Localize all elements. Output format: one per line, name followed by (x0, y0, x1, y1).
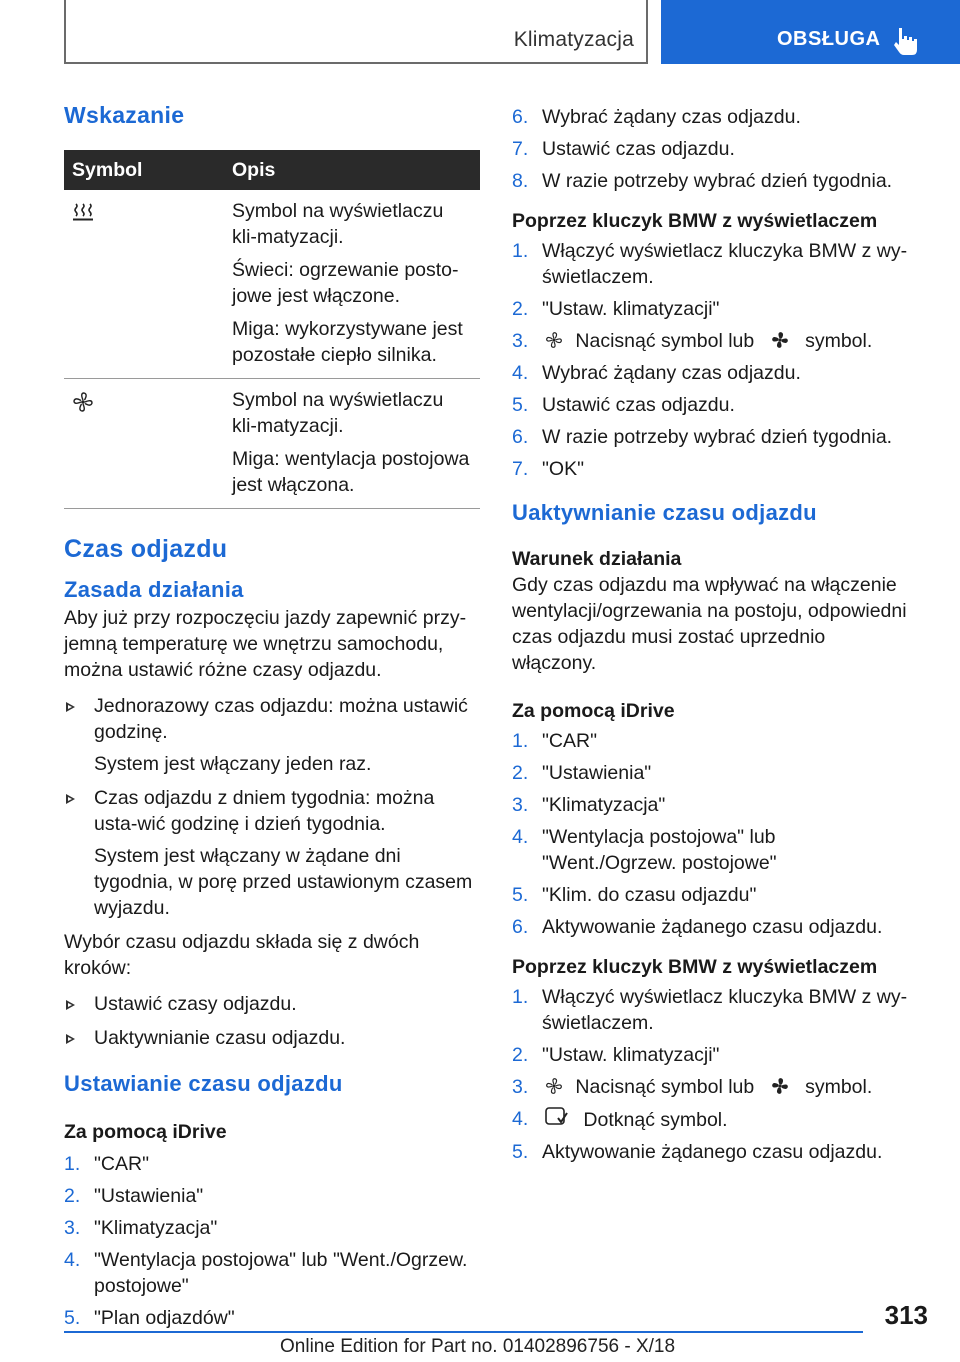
step-number: 3. (64, 1217, 81, 1239)
step-text: symbol. (805, 330, 873, 352)
warunek-subheading: Warunek działania (512, 548, 682, 570)
step-text: Dotknąć symbol. (583, 1109, 728, 1131)
left-column (64, 100, 480, 1337)
key-subheading: Poprzez kluczyk BMW z wyświetlaczem (512, 210, 878, 232)
list-item (64, 1025, 480, 1051)
step-number: 4. (512, 826, 529, 848)
step-number: 2. (512, 298, 529, 320)
step-text: Wybrać żądany czas odjazdu. (542, 362, 801, 384)
list-item (64, 991, 480, 1017)
table-header-opis: Opis (224, 150, 480, 190)
step-number: 8. (512, 170, 529, 192)
list-item (512, 104, 912, 130)
header-chapter-tab[interactable] (661, 0, 960, 64)
list-item (64, 1215, 480, 1241)
ustawianie-heading: Ustawianie czasu odjazdu (64, 1071, 343, 1096)
list-item-subtext: System jest włączany w żądane dni tygodnia, w porę przed ustawionym czasem wyjazdu. (94, 845, 473, 919)
step-text: Włączyć wyświetlacz kluczyka BMW z wy-świetlaczem. (542, 240, 908, 288)
fan-icon (544, 1077, 564, 1095)
list-item (512, 456, 912, 482)
step-text: symbol. (805, 1076, 873, 1098)
triangle-bullet-icon (66, 794, 75, 804)
time-type-list (64, 693, 480, 921)
step-number: 6. (512, 916, 529, 938)
triangle-bullet-icon (66, 1034, 75, 1044)
step-text: Ustawić czas odjazdu. (542, 394, 735, 416)
step-text: "Klim. do czasu odjazdu" (542, 884, 757, 906)
step-text: "Wentylacja postojowa" lub "Went./Ogrzew. postojowe" (542, 826, 777, 874)
step-text: "Klimatyzacja" (542, 794, 666, 816)
idrive-steps-list (64, 1151, 480, 1331)
wybor-paragraph: Wybór czasu odjazdu składa się z dwóch kroków: (64, 931, 420, 979)
step-text: W razie potrzeby wybrać dzień tygodnia. (542, 426, 893, 448)
list-item (512, 424, 912, 450)
key-steps-list (512, 238, 912, 482)
step-text: "Ustaw. klimatyzacji" (542, 298, 720, 320)
step-text: "Ustaw. klimatyzacji" (542, 1044, 720, 1066)
table-header-symbol: Symbol (64, 150, 224, 190)
fan-heat-icon (770, 1077, 790, 1095)
page-number: 313 (884, 1300, 928, 1330)
idrive-subheading: Za pomocą iDrive (64, 1121, 227, 1143)
step-text: Nacisnąć symbol lub (575, 1076, 755, 1098)
step-number: 5. (512, 394, 529, 416)
list-item (512, 296, 912, 322)
footer-edition-text: Online Edition for Part no. 01402896756 - X/18 (280, 1336, 676, 1357)
triangle-bullet-icon (66, 702, 75, 712)
list-item-subtext: System jest włączany jeden raz. (94, 753, 372, 775)
key-steps-list (512, 984, 912, 1165)
list-item (512, 914, 912, 940)
step-number: 3. (512, 1076, 529, 1098)
list-item (64, 785, 480, 921)
step-number: 1. (512, 986, 529, 1008)
step-text: Włączyć wyświetlacz kluczyka BMW z wy-świetlaczem. (542, 986, 908, 1034)
list-item (512, 1042, 912, 1068)
zasada-paragraph: Aby już przy rozpoczęciu jazdy zapewnić przy-jemną temperaturę we wnętrzu samochodu, można ustawić różne czasy odjazdu. (64, 607, 467, 681)
list-item (512, 360, 912, 386)
wskazanie-heading: Wskazanie (64, 102, 185, 128)
step-text: "Ustawienia" (94, 1185, 204, 1207)
step-number: 5. (512, 1141, 529, 1163)
table-cell-text: Świeci: ogrzewanie posto-jowe jest włączone. (232, 259, 459, 307)
table-cell-text: Symbol na wyświetlaczu kli-matyzacji. (232, 389, 444, 437)
continued-steps-list (512, 104, 912, 194)
table-cell-text: Miga: wykorzystywane jest pozostałe ciepło silnika. (232, 318, 463, 366)
list-item (512, 392, 912, 418)
step-number: 2. (512, 762, 529, 784)
two-steps-list (64, 991, 480, 1051)
header-section-box (64, 0, 648, 64)
table-row (64, 190, 480, 379)
triangle-bullet-icon (66, 1000, 75, 1010)
list-item-text: Uaktywnianie czasu odjazdu. (94, 1027, 346, 1049)
list-item-text: Jednorazowy czas odjazdu: można ustawić godzinę. (94, 695, 468, 743)
idrive-steps-list (512, 728, 912, 940)
list-item (512, 882, 912, 908)
warunek-paragraph: Gdy czas odjazdu ma wpływać na włączenie wentylacji/ogrzewania na postoju, odpowiedni czas odjazdu musi zostać uprzednio włączony. (512, 574, 907, 674)
uaktywnianie-heading: Uaktywnianie czasu odjazdu (512, 500, 817, 525)
table-cell-text: Miga: wentylacja postojowa jest włączona. (232, 448, 470, 496)
header-chapter-label: OBSŁUGA (777, 28, 881, 50)
step-number: 2. (64, 1185, 81, 1207)
step-number: 5. (512, 884, 529, 906)
step-number: 4. (512, 1108, 529, 1130)
step-text: Nacisnąć symbol lub (575, 330, 755, 352)
footer-divider (64, 1331, 863, 1333)
czas-odjazdu-heading: Czas odjazdu (64, 535, 228, 563)
table-row (64, 379, 480, 509)
step-text: "Ustawienia" (542, 762, 652, 784)
step-number: 4. (512, 362, 529, 384)
step-number: 1. (64, 1153, 81, 1175)
list-item-text: Ustawić czasy odjazdu. (94, 993, 297, 1015)
fan-icon (72, 391, 94, 413)
step-number: 2. (512, 1044, 529, 1066)
step-number: 1. (512, 240, 529, 262)
touch-checkmark-icon (544, 1106, 568, 1128)
step-text: Aktywowanie żądanego czasu odjazdu. (542, 916, 883, 938)
step-text: "Klimatyzacja" (94, 1217, 218, 1239)
step-number: 7. (512, 458, 529, 480)
right-column (512, 100, 912, 1171)
list-item (64, 1247, 480, 1299)
fan-icon (544, 331, 564, 349)
step-text: Aktywowanie żądanego czasu odjazdu. (542, 1141, 883, 1163)
list-item (512, 238, 912, 290)
table-cell-text: Symbol na wyświetlaczu kli-matyzacji. (232, 200, 444, 248)
step-text: "OK" (542, 458, 585, 480)
step-text: Wybrać żądany czas odjazdu. (542, 106, 801, 128)
list-item (512, 328, 912, 354)
step-text: "Plan odjazdów" (94, 1307, 235, 1329)
zasada-dzialania-heading: Zasada działania (64, 577, 244, 602)
residual-heat-icon (72, 202, 94, 222)
key-subheading: Poprzez kluczyk BMW z wyświetlaczem (512, 956, 878, 978)
idrive-subheading: Za pomocą iDrive (512, 700, 675, 722)
step-text: "CAR" (94, 1153, 150, 1175)
list-item (64, 693, 480, 777)
header-section-title: Klimatyzacja (513, 28, 634, 51)
list-item (64, 1151, 480, 1177)
step-text: W razie potrzeby wybrać dzień tygodnia. (542, 170, 893, 192)
list-item (512, 984, 912, 1036)
step-text: "Wentylacja postojowa" lub "Went./Ogrzew. postojowe" (94, 1249, 468, 1297)
step-number: 7. (512, 138, 529, 160)
list-item (512, 136, 912, 162)
list-item (512, 760, 912, 786)
list-item (512, 168, 912, 194)
step-number: 3. (512, 794, 529, 816)
step-number: 5. (64, 1307, 81, 1329)
list-item (64, 1183, 480, 1209)
step-text: Ustawić czas odjazdu. (542, 138, 735, 160)
step-text: "CAR" (542, 730, 598, 752)
list-item (512, 824, 912, 876)
fan-heat-icon (770, 331, 790, 349)
step-number: 1. (512, 730, 529, 752)
step-number: 6. (512, 426, 529, 448)
hand-pointer-icon (893, 26, 919, 56)
list-item (512, 1074, 912, 1100)
list-item (512, 1106, 912, 1133)
step-number: 6. (512, 106, 529, 128)
list-item-text: Czas odjazdu z dniem tygodnia: można usta-wić godzinę i dzień tygodnia. (94, 787, 435, 835)
symbol-table (64, 150, 480, 509)
list-item (512, 1139, 912, 1165)
list-item (512, 792, 912, 818)
list-item (512, 728, 912, 754)
step-number: 3. (512, 330, 529, 352)
list-item (64, 1305, 480, 1331)
step-number: 4. (64, 1249, 81, 1271)
